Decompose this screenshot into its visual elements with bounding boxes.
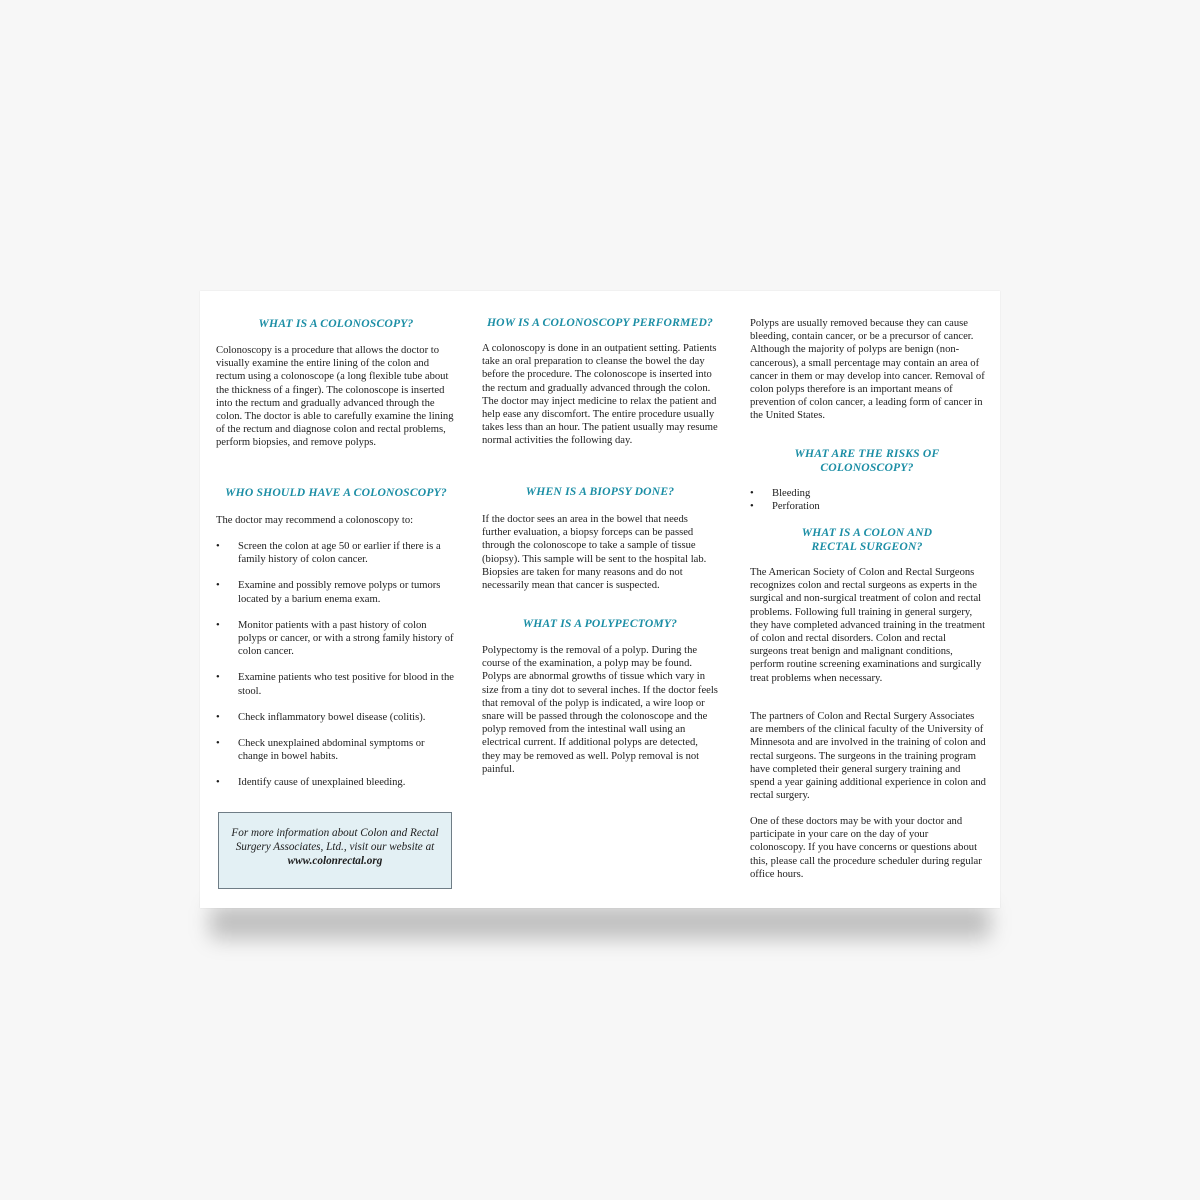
list-item: • Perforation <box>750 500 986 513</box>
more-info-box <box>218 812 452 889</box>
heading-biopsy: WHEN IS A BIOPSY DONE? <box>525 485 675 498</box>
paragraph-surgeon-2: The partners of Colon and Rectal Surgery Associates are members of the clinical faculty of the University of Minnesota and are involved in the training of colon and rectal surgeons. The surgeons in the training program have completed their general surgery training and spend a year gaining additional experience in colon and rectal surgery. <box>750 711 986 802</box>
paragraph-how-performed: A colonoscopy is done in an outpatient setting. Patients take an oral preparation to cleanse the bowel the day before the procedure. The colonoscope is inserted into the rectum and gradually advanced through the colon. The doctor may inject medicine to relax the patient and help ease any discomfort. The entire procedure usually takes less than an hour. The patient usually may resume normal activities the following day. <box>482 343 718 447</box>
paragraph-surgeon-1: The American Society of Colon and Rectal Surgeons recognizes colon and rectal surgeons as experts in the surgical and non-surgical treatment of colon and rectal problems. Following full training in general surgery, they have completed advanced training in the treatment of colon and rectal disorders. Colon and rectal surgeons treat benign and malignant conditions, perform routine screening examinations and surgically treat problems when necessary. <box>750 567 986 684</box>
heading-colon-rectal-surgeon: WHAT IS A COLON AND RECTAL SURGEON? <box>801 526 933 553</box>
heading-who-should-have: WHO SHOULD HAVE A COLONOSCOPY? <box>225 486 447 499</box>
list-item: • Examine patients who test positive for blood in the stool. <box>216 671 456 697</box>
brochure-shadow <box>210 905 990 939</box>
list-item: • Bleeding <box>750 487 986 500</box>
heading-polypectomy: WHAT IS A POLYPECTOMY? <box>522 617 678 630</box>
list-risks <box>750 487 986 513</box>
paragraph-who-intro: The doctor may recommend a colonoscopy to: <box>216 515 414 526</box>
list-who-should-have <box>216 540 456 803</box>
list-item: • Check inflammatory bowel disease (colitis). <box>216 711 456 724</box>
brochure-sheet <box>200 291 1000 908</box>
paragraph-polypectomy: Polypectomy is the removal of a polyp. During the course of the examination, a polyp may be found. Polyps are abnormal growths of tissue which vary in size from a tiny dot to several inches. If the doctor feels that removal of the polyp is indicated, a wire loop or snare will be passed through the colonoscope and the polyp removed from the intestinal wall using an electrical current. If additional polyps are detected, they may be removed as well. Polyp removal is not painful. <box>482 645 718 775</box>
heading-what-is-colonoscopy: WHAT IS A COLONOSCOPY? <box>258 317 414 330</box>
paragraph-biopsy: If the doctor sees an area in the bowel that needs further evaluation, a biopsy forceps can be passed through the colonoscope to take a sample of tissue (biopsy). This sample will be sent to the hospital lab. Biopsies are taken for many reasons and do not necessarily mean that cancer is suspected. <box>482 514 707 592</box>
list-item: • Monitor patients with a past history of colon polyps or cancer, or with a strong family history of colon cancer. <box>216 619 456 659</box>
list-item: • Examine and possibly remove polyps or tumors located by a barium enema exam. <box>216 579 456 605</box>
heading-risks: WHAT ARE THE RISKS OF COLONOSCOPY? <box>794 447 940 474</box>
heading-how-performed: HOW IS A COLONOSCOPY PERFORMED? <box>486 316 714 329</box>
paragraph-what-is-colonoscopy: Colonoscopy is a procedure that allows the doctor to visually examine the entire lining of the colon and rectum using a colonoscope (a long flexible tube about the thickness of a finger). The colonoscope is inserted into the rectum and gradually advanced through the colon. The doctor is able to carefully examine the lining of the rectum and diagnose colon and rectal problems, perform biopsies, and remove polyps. <box>216 345 454 449</box>
list-item: • Identify cause of unexplained bleeding. <box>216 776 456 789</box>
website-link[interactable]: www.colonrectal.org <box>287 855 383 868</box>
list-item: • Screen the colon at age 50 or earlier if there is a family history of colon cancer. <box>216 540 456 566</box>
more-info-text: For more information about Colon and Rectal Surgery Associates, Ltd., visit our website at <box>231 827 439 854</box>
list-item: • Check unexplained abdominal symptoms or change in bowel habits. <box>216 737 456 763</box>
paragraph-polyps-removal: Polyps are usually removed because they can cause bleeding, contain cancer, or be a precursor of cancer. Although the majority of polyps are benign (non-cancerous), a small percentage may contain an area of cancer in them or may develop into cancer. Removal of colon polyps therefore is an important means of prevention of colon cancer, a leading form of cancer in the United States. <box>750 318 985 422</box>
paragraph-surgeon-3: One of these doctors may be with your doctor and participate in your care on the day of your colonoscopy. If you have concerns or questions about this, please call the procedure scheduler during regular office hours. <box>750 816 982 880</box>
